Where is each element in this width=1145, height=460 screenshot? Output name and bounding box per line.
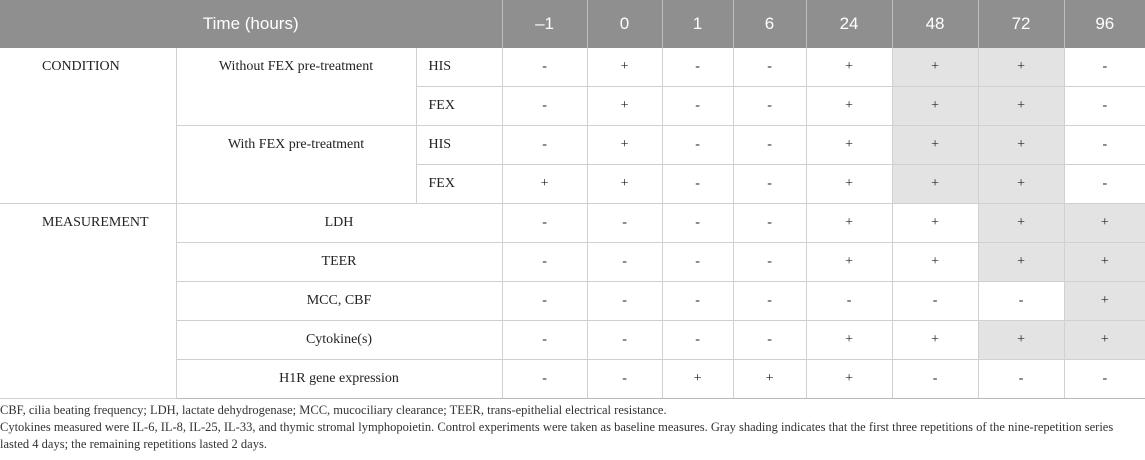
table-cell: + (892, 87, 978, 126)
table-cell: + (806, 243, 892, 282)
table-cell: + (892, 204, 978, 243)
table-cell: - (587, 243, 662, 282)
condition-code: FEX (416, 165, 502, 204)
time-header-cell: –1 (502, 0, 587, 48)
table-cell: - (1064, 360, 1145, 399)
table-cell: + (978, 126, 1064, 165)
table-cell: + (806, 204, 892, 243)
table-cell: - (587, 321, 662, 360)
table-cell: + (806, 321, 892, 360)
table-cell: - (892, 282, 978, 321)
time-header-cell: 72 (978, 0, 1064, 48)
table-cell: + (1064, 243, 1145, 282)
table-cell: + (978, 243, 1064, 282)
table-cell: + (978, 48, 1064, 87)
table-cell: + (806, 165, 892, 204)
condition-code: HIS (416, 48, 502, 87)
measurement-label: MCC, CBF (176, 282, 502, 321)
table-footnotes (0, 402, 1140, 453)
table-cell: - (892, 360, 978, 399)
table-cell: - (662, 321, 733, 360)
table-cell: - (1064, 48, 1145, 87)
table-cell: - (502, 204, 587, 243)
table-cell: + (806, 360, 892, 399)
table-cell: + (978, 204, 1064, 243)
table-row (0, 48, 1145, 87)
table-cell: + (806, 48, 892, 87)
table-cell: - (733, 204, 806, 243)
table-cell: + (892, 48, 978, 87)
table-cell: - (733, 165, 806, 204)
table-cell: - (978, 360, 1064, 399)
table-cell: - (662, 165, 733, 204)
table-cell: + (587, 87, 662, 126)
condition-group-label: With FEX pre-treatment (176, 126, 416, 204)
time-header-cell: 1 (662, 0, 733, 48)
table-cell: + (806, 87, 892, 126)
table-cell: - (662, 282, 733, 321)
condition-code: FEX (416, 87, 502, 126)
table-cell: - (978, 282, 1064, 321)
abbreviations-note: CBF, cilia beating frequency; LDH, lactate dehydrogenase; MCC, mucociliary clearance; TEER, trans-epithelial electrical resistance. (0, 403, 667, 417)
table-cell: + (892, 243, 978, 282)
table-cell: - (502, 126, 587, 165)
table-cell: - (733, 48, 806, 87)
condition-section-label: CONDITION (0, 48, 176, 204)
table-cell: + (662, 360, 733, 399)
table-cell: - (733, 87, 806, 126)
table-cell: + (978, 321, 1064, 360)
table-cell: + (978, 165, 1064, 204)
table-cell: - (806, 282, 892, 321)
table-cell: - (1064, 126, 1145, 165)
table-cell: - (1064, 87, 1145, 126)
table-row (0, 204, 1145, 243)
table-cell: - (662, 204, 733, 243)
measurement-label: Cytokine(s) (176, 321, 502, 360)
table-cell: - (502, 360, 587, 399)
table-cell: - (587, 360, 662, 399)
table-cell: - (733, 126, 806, 165)
condition-code: HIS (416, 126, 502, 165)
time-header-cell: 6 (733, 0, 806, 48)
time-header-cell: 24 (806, 0, 892, 48)
time-header-cell: 0 (587, 0, 662, 48)
measurement-section-label: MEASUREMENT (0, 204, 176, 399)
measurement-label: LDH (176, 204, 502, 243)
table-cell: + (587, 126, 662, 165)
table-cell: - (587, 204, 662, 243)
table-cell: + (733, 360, 806, 399)
table-cell: - (733, 282, 806, 321)
time-header-cell: 48 (892, 0, 978, 48)
table-cell: + (587, 165, 662, 204)
table-cell: - (587, 282, 662, 321)
header-row (0, 0, 1145, 48)
table-cell: + (1064, 204, 1145, 243)
table-cell: - (662, 126, 733, 165)
table-cell: - (662, 243, 733, 282)
table-cell: - (1064, 165, 1145, 204)
table-cell: - (662, 87, 733, 126)
table-cell: - (502, 243, 587, 282)
table-cell: - (733, 321, 806, 360)
table-cell: + (806, 126, 892, 165)
table-cell: + (892, 165, 978, 204)
table-cell: + (1064, 282, 1145, 321)
condition-group-label: Without FEX pre-treatment (176, 48, 416, 126)
table-cell: - (502, 87, 587, 126)
table-cell: + (502, 165, 587, 204)
table-cell: - (502, 282, 587, 321)
table-cell: - (502, 321, 587, 360)
measurement-label: H1R gene expression (176, 360, 502, 399)
table-cell: + (892, 126, 978, 165)
table-cell: + (978, 87, 1064, 126)
time-header-cell: 96 (1064, 0, 1145, 48)
table-cell: + (892, 321, 978, 360)
table-cell: + (1064, 321, 1145, 360)
table-cell: - (502, 48, 587, 87)
cytokines-note: Cytokines measured were IL-6, IL-8, IL-25, IL-33, and thymic stromal lymphopoietin. Control experiments were taken as baseline measures. Gray shading indicates that the first three repetitions of the nine-repetition series lasted 4 days; the remaining repetitions lasted 2 days. (0, 420, 1114, 451)
table-cell: - (662, 48, 733, 87)
table-cell: + (587, 48, 662, 87)
table-cell: - (733, 243, 806, 282)
measurement-label: TEER (176, 243, 502, 282)
time-header-label: Time (hours) (0, 0, 502, 48)
